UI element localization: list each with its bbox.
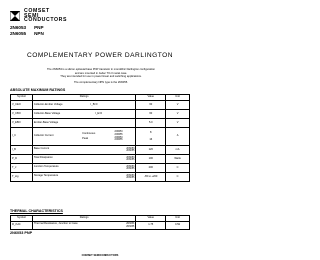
- symbol-cell: V_CBO: [11, 110, 33, 119]
- unit-cell: V: [166, 110, 190, 119]
- value-cell: 1.75: [136, 222, 166, 230]
- symbol-cell: R_thJC: [11, 222, 33, 230]
- rating-text: Collector Current: [33, 134, 54, 138]
- unit-cell: V: [166, 101, 190, 110]
- unit-cell: mA: [166, 146, 190, 155]
- comset-logo-icon: [10, 11, 20, 21]
- abs-max-ratings-heading: ABSOLUTE MAXIMUM RATINGS: [10, 88, 66, 92]
- part-section-label: 2N6053 PNP: [10, 231, 33, 235]
- description-line: The complementary NPN type is the 2N6055.: [73, 81, 129, 84]
- part-list: [126, 175, 134, 180]
- header-unit: Unit: [166, 216, 190, 222]
- part-line-2: [10, 31, 44, 36]
- value-cell: 5.0: [136, 119, 166, 128]
- part-cell: 2N6053: [126, 223, 135, 226]
- header-ratings: Ratings: [32, 216, 135, 222]
- part-cell: 2N6055: [126, 225, 135, 228]
- brand-line-1: COMSET: [24, 8, 50, 14]
- rating-text: Total Dissipation: [33, 155, 53, 159]
- part-number: 2N6053: [10, 25, 27, 30]
- header-value: Value: [136, 216, 166, 222]
- part-cell: 2N6055: [114, 139, 123, 142]
- rating-text: Junction Temperature: [33, 164, 59, 168]
- part-cell: 2N6053: [126, 174, 135, 177]
- value-cell: -65 to +200: [136, 173, 166, 182]
- footer: COMSET SEMICONDUCTORS: [81, 254, 119, 257]
- unit-cell: C: [166, 164, 190, 173]
- table-row: [11, 101, 190, 110]
- brand-line-2: SEMI: [24, 12, 40, 19]
- rating-subtable: [34, 131, 135, 141]
- rating-cell: Emitter-Base Voltage: [32, 119, 136, 128]
- value-cell: 60: [136, 110, 166, 119]
- part-type: PNP: [34, 25, 44, 30]
- part-type: NPN: [34, 31, 44, 36]
- value-continuous: 8: [150, 130, 152, 134]
- table-row: [11, 128, 190, 146]
- symbol-cell: T_J: [11, 164, 33, 173]
- part-list: [126, 148, 134, 153]
- symbol-cell: V_CEO: [11, 101, 33, 110]
- symbol-cell: I_C: [11, 128, 33, 146]
- thermal-heading: THERMAL CHARACTERISTICS: [10, 209, 63, 213]
- value-cell: 200: [136, 164, 166, 173]
- symbol-cell: P_D: [11, 155, 33, 164]
- unit-cell: Watts: [166, 155, 190, 164]
- rating-text: Thermal Resistance, Junction to Case: [33, 222, 78, 226]
- condition-text: I_E=0: [95, 111, 103, 115]
- description-line: and are mounted in Jedec TO-3 metal case.: [74, 71, 128, 75]
- rating-cell: [32, 173, 136, 182]
- table-row: [11, 222, 190, 230]
- header-ratings: Ratings: [32, 95, 136, 101]
- header-symbol: Symbol: [11, 95, 33, 101]
- rating-cell: [32, 222, 135, 230]
- rating-cell: [32, 110, 136, 119]
- value-cell: [136, 128, 166, 146]
- brand-line-3: CONDUCTORS: [24, 17, 68, 23]
- rating-text: Storage Temperature: [33, 173, 59, 177]
- document-title: COMPLEMENTARY POWER DARLINGTON: [26, 52, 174, 59]
- rating-text: Collector-Base Voltage: [33, 111, 61, 115]
- value-peak: 16: [149, 137, 153, 141]
- rating-text: Base Current: [33, 146, 50, 150]
- table-row: [11, 173, 190, 182]
- part-list: [126, 157, 134, 162]
- table-row: [11, 119, 190, 128]
- part-cell: 2N6053: [114, 131, 123, 134]
- part-cell: 2N6055: [126, 159, 135, 161]
- rating-cell: [32, 164, 136, 173]
- value-cell: 100: [136, 155, 166, 164]
- unit-cell: A: [166, 128, 190, 146]
- unit-cell: C/W: [166, 222, 190, 230]
- value-cell: 120: [136, 146, 166, 155]
- table-row: [11, 110, 190, 119]
- part-cell: 2N6053: [114, 136, 123, 139]
- table-row: [11, 146, 190, 155]
- header-value: Value: [136, 95, 166, 101]
- condition-text: Continuous: [82, 131, 96, 135]
- part-number: 2N6055: [10, 31, 27, 36]
- symbol-cell: I_B: [11, 146, 33, 155]
- part-list: [126, 166, 134, 171]
- part-line-1: [10, 25, 44, 30]
- part-cell: 2N6053: [126, 156, 135, 159]
- description-line: The 2N6053 is a silicon epitaxial base PNP transistor in monolithic Darlington configuration: [47, 68, 155, 71]
- table-row: [11, 155, 190, 164]
- part-cell: 2N6053: [126, 165, 135, 168]
- part-cell: 2N6055: [114, 133, 123, 136]
- part-cell: 2N6055: [126, 168, 135, 170]
- rating-cell: [32, 155, 136, 164]
- condition-text: I_B=0: [90, 102, 98, 106]
- symbol-cell: V_EBO: [11, 119, 33, 128]
- rating-cell: [32, 128, 136, 146]
- rating-cell: [32, 101, 136, 110]
- rating-text: Collector-Emitter Voltage: [33, 102, 63, 106]
- part-cell: 2N6053: [126, 147, 135, 150]
- description-line: They are intended for use in power linear and switching applications.: [60, 75, 142, 78]
- header-unit: Unit: [166, 95, 190, 101]
- abs-max-ratings-table: [10, 94, 190, 182]
- part-list: [126, 223, 134, 228]
- symbol-cell: T_stg: [11, 173, 33, 182]
- unit-cell: V: [166, 119, 190, 128]
- part-cell: 2N6055: [126, 150, 135, 152]
- value-cell: 60: [136, 101, 166, 110]
- part-cell: 2N6055: [126, 177, 135, 179]
- unit-cell: C: [166, 173, 190, 182]
- condition-text: Peak: [82, 136, 89, 140]
- brand-name: [24, 9, 67, 23]
- thermal-table: [10, 215, 190, 230]
- table-row: [11, 164, 190, 173]
- rating-cell: [32, 146, 136, 155]
- header-symbol: Symbol: [11, 216, 33, 222]
